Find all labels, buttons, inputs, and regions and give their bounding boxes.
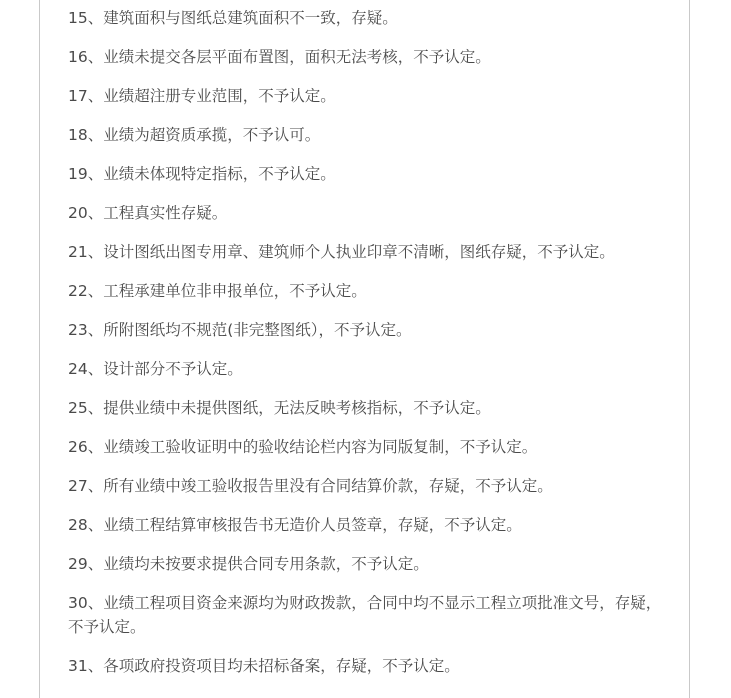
list-item: 21、设计图纸出图专用章、建筑师个人执业印章不清晰，图纸存疑，不予认定。 — [68, 243, 615, 261]
list-item: 26、业绩竣工验收证明中的验收结论栏内容为同版复制，不予认定。 — [68, 438, 538, 456]
list-item: 18、业绩为超资质承揽，不予认可。 — [68, 126, 321, 144]
list-item: 23、所附图纸均不规范(非完整图纸），不予认定。 — [68, 321, 412, 339]
review-comments-list — [68, 6, 668, 693]
list-item: 22、工程承建单位非申报单位，不予认定。 — [68, 282, 367, 300]
list-item: 15、建筑面积与图纸总建筑面积不一致，存疑。 — [68, 9, 398, 27]
list-item: 27、所有业绩中竣工验收报告里没有合同结算价款，存疑，不予认定。 — [68, 477, 553, 495]
list-item: 30、业绩工程项目资金来源均为财政拨款，合同中均不显示工程立项批准文号，存疑，不予认定。 — [68, 594, 662, 636]
list-item: 19、业绩未体现特定指标，不予认定。 — [68, 165, 336, 183]
list-item: 31、各项政府投资项目均未招标备案，存疑，不予认定。 — [68, 657, 460, 675]
list-item: 16、业绩未提交各层平面布置图，面积无法考核，不予认定。 — [68, 48, 491, 66]
list-item: 25、提供业绩中未提供图纸，无法反映考核指标，不予认定。 — [68, 399, 491, 417]
list-item: 28、业绩工程结算审核报告书无造价人员签章，存疑，不予认定。 — [68, 516, 522, 534]
list-item: 29、业绩均未按要求提供合同专用条款，不予认定。 — [68, 555, 429, 573]
list-item: 20、工程真实性存疑。 — [68, 204, 228, 222]
list-item: 24、设计部分不予认定。 — [68, 360, 243, 378]
list-item: 17、业绩超注册专业范围，不予认定。 — [68, 87, 336, 105]
